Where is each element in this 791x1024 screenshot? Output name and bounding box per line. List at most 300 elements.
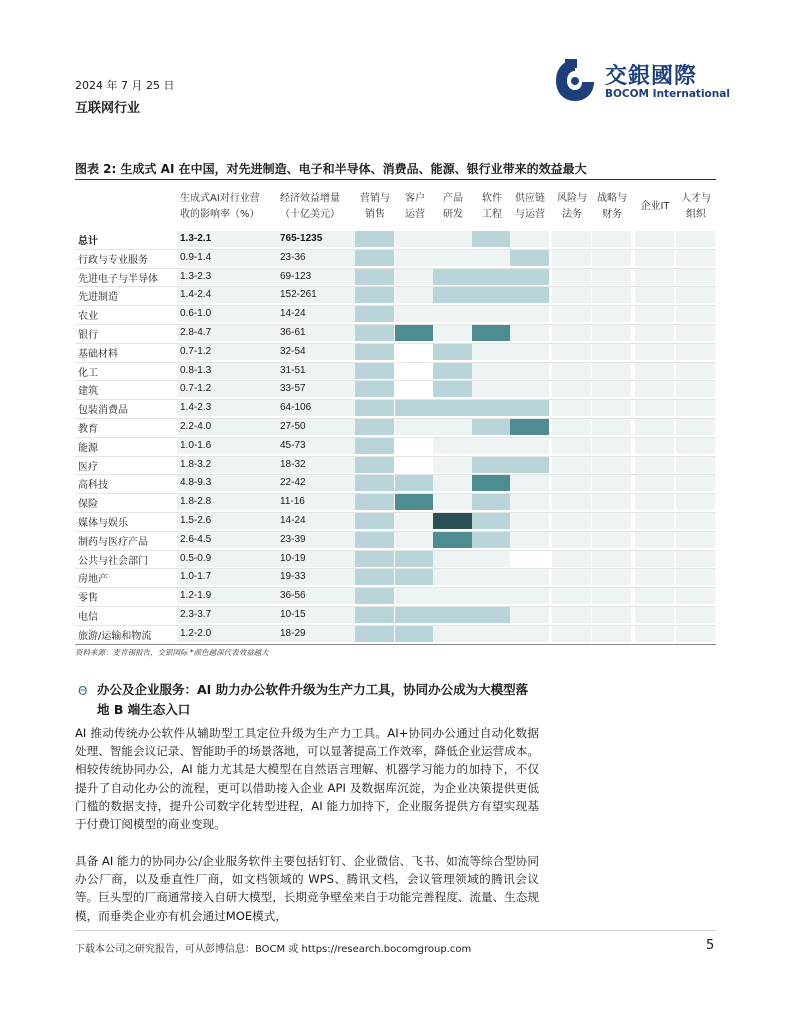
page-number: 5: [706, 938, 715, 953]
heat-cell: [676, 231, 715, 247]
row-label: 媒体与娱乐: [78, 518, 128, 529]
heat-cell: [592, 532, 631, 548]
heat-cell: [472, 457, 511, 473]
heat-cell: [395, 626, 434, 642]
row-label: 高科技: [78, 480, 108, 492]
heat-cell: [592, 551, 631, 567]
column-header: [280, 191, 340, 223]
heat-cell: [552, 250, 591, 266]
column-header-line: 研发: [443, 209, 463, 220]
heat-cell: [592, 306, 631, 322]
heat-cell: [552, 513, 591, 529]
heat-cell: [355, 381, 394, 397]
heat-cell: [510, 400, 549, 416]
heat-cell: [433, 626, 472, 642]
row-label: 农业: [78, 311, 98, 323]
heat-cell: [510, 344, 549, 360]
column-header-line: 生成式AI对行业营: [180, 193, 260, 204]
column-header-line: 软件: [482, 193, 502, 204]
heat-cell: [355, 306, 394, 322]
heat-cell: [676, 287, 715, 303]
row-label: 电信: [78, 612, 98, 623]
heat-cell: [635, 438, 674, 454]
heat-cell: [472, 607, 511, 623]
impact-rate: 2.6-4.5: [180, 533, 212, 545]
column-header: [552, 191, 592, 223]
heat-cell: [355, 607, 394, 623]
heat-cell: [552, 231, 591, 247]
column-header-line: 人才与: [681, 193, 711, 204]
heat-cell: [472, 494, 511, 510]
economic-value: 14-24: [280, 515, 306, 526]
heat-cell: [472, 306, 511, 322]
heat-cell: [433, 325, 472, 341]
table-bottom-rule: [75, 644, 716, 645]
heat-cell: [472, 287, 511, 303]
heat-cell: [552, 607, 591, 623]
heat-cell: [592, 457, 631, 473]
heat-cell: [395, 475, 434, 491]
heat-cell: [510, 457, 549, 473]
heat-cell: [395, 588, 434, 604]
heat-cell: [355, 551, 394, 567]
heat-cell: [395, 457, 434, 473]
heat-cell: [510, 513, 549, 529]
industry-label: 互联网行业: [75, 101, 141, 116]
heat-cell: [433, 250, 472, 266]
row-label: 制药与医疗产品: [78, 536, 148, 548]
impact-rate: 1.4-2.4: [180, 289, 212, 301]
impact-rate: 1.3-2.3: [180, 270, 212, 282]
heat-cell: [676, 532, 715, 548]
column-header-line: 战略与: [597, 193, 627, 204]
economic-value: 19-33: [280, 571, 306, 583]
heat-cell: [552, 569, 591, 585]
heat-cell: [635, 363, 674, 379]
row-label: 行政与专业服务: [78, 254, 148, 266]
heat-cell: [635, 475, 674, 491]
heat-cell: [395, 363, 434, 379]
heat-cell: [676, 551, 715, 567]
row-label: 能源: [78, 442, 98, 454]
impact-rate: 1.3-2.1: [180, 233, 212, 244]
heat-cell: [395, 419, 434, 435]
impact-rate: 1.8-3.2: [180, 458, 212, 470]
column-header-line: 组织: [686, 209, 706, 220]
heat-cell: [552, 344, 591, 360]
economic-value: 36-61: [280, 327, 306, 338]
heat-cell: [552, 551, 591, 567]
heat-cell: [510, 494, 549, 510]
heat-cell: [510, 269, 549, 285]
heat-cell: [592, 626, 631, 642]
heat-cell: [552, 400, 591, 416]
heat-cell: [355, 250, 394, 266]
heat-cell: [472, 588, 511, 604]
heat-cell: [395, 569, 434, 585]
column-header-line: 经济效益增量: [280, 193, 340, 204]
economic-value: 33-57: [280, 383, 306, 395]
row-label: 银行: [78, 330, 98, 341]
heat-cell: [552, 269, 591, 285]
row-label: 先进电子与半导体: [78, 273, 158, 285]
heat-cell: [510, 250, 549, 266]
heat-cell: [433, 457, 472, 473]
heat-cell: [635, 532, 674, 548]
row-label: 建筑: [78, 386, 98, 398]
impact-rate: 1.5-2.6: [180, 515, 212, 526]
impact-rate: 2.2-4.0: [180, 421, 212, 432]
heat-cell: [355, 457, 394, 473]
heat-cell: [433, 569, 472, 585]
column-header-line: 风险与: [557, 193, 587, 204]
heat-cell: [592, 475, 631, 491]
heat-cell: [592, 231, 631, 247]
heat-cell: [676, 325, 715, 341]
heat-cell: [355, 494, 394, 510]
column-header-line: 销售: [365, 209, 385, 220]
heat-cell: [552, 532, 591, 548]
heat-cell: [472, 344, 511, 360]
heat-cell: [355, 363, 394, 379]
heat-cell: [676, 400, 715, 416]
heat-cell: [552, 419, 591, 435]
heat-cell: [592, 419, 631, 435]
heat-cell: [592, 344, 631, 360]
heat-cell: [635, 306, 674, 322]
heat-cell: [472, 400, 511, 416]
row-label: 医疗: [78, 461, 98, 473]
heat-cell: [395, 269, 434, 285]
heat-cell: [635, 400, 674, 416]
heat-cell: [592, 400, 631, 416]
heat-cell: [676, 269, 715, 285]
heat-cell: [510, 551, 549, 567]
heat-cell: [552, 626, 591, 642]
heat-cell: [355, 588, 394, 604]
heat-cell: [552, 325, 591, 341]
heat-cell: [552, 438, 591, 454]
heat-cell: [472, 513, 511, 529]
impact-rate: 1.2-2.0: [180, 627, 212, 639]
economic-value: 69-123: [280, 270, 312, 282]
impact-rate: 1.0-1.6: [180, 439, 212, 451]
heat-cell: [676, 569, 715, 585]
economic-value: 36-56: [280, 590, 306, 602]
heat-cell: [472, 551, 511, 567]
body-paragraph-2: 具备 AI 能力的协同办公/企业服务软件主要包括钉钉、企业微信、飞书、如流等综合型协同办公厂商，以及垂直性厂商，如文档领域的 WPS、腾讯文档，会议管理领域的腾讯会议等。巨头型的厂商通常接入自研大模型，长期竞争壁垒来自于功能完善程度、流量、生态规模，而垂类企业亦有机会通过MOE模式，: [75, 854, 539, 923]
row-label: 房地产: [78, 574, 108, 586]
heat-cell: [395, 381, 434, 397]
heat-cell: [433, 419, 472, 435]
economic-value: 45-73: [280, 439, 306, 451]
heat-cell: [635, 607, 674, 623]
column-header: [180, 191, 260, 223]
heat-cell: [676, 588, 715, 604]
heat-cell: [635, 381, 674, 397]
economic-value: 64-106: [280, 402, 312, 414]
column-header: [635, 199, 675, 215]
heat-cell: [635, 588, 674, 604]
economic-value: 31-51: [280, 364, 306, 376]
heat-cell: [395, 438, 434, 454]
row-label: 旅游/运输和物流: [78, 630, 152, 642]
heat-cell: [510, 438, 549, 454]
heat-cell: [395, 306, 434, 322]
heat-cell: [592, 269, 631, 285]
heat-cell: [472, 419, 511, 435]
heat-cell: [395, 250, 434, 266]
heat-cell: [355, 287, 394, 303]
column-header: [355, 191, 395, 223]
heat-cell: [635, 344, 674, 360]
impact-rate: 0.8-1.3: [180, 364, 212, 376]
row-label: 保险: [78, 499, 98, 511]
heat-cell: [552, 363, 591, 379]
heat-cell: [676, 626, 715, 642]
footer-rule: [75, 930, 716, 931]
heat-cell: [472, 363, 511, 379]
economic-value: 152-261: [280, 289, 317, 301]
impact-rate: 0.5-0.9: [180, 552, 212, 564]
heat-cell: [510, 532, 549, 548]
row-label: 零售: [78, 593, 98, 605]
heat-cell: [635, 626, 674, 642]
logo-english-text: BOCOM International: [605, 88, 730, 100]
heat-cell: [510, 287, 549, 303]
heat-cell: [676, 306, 715, 322]
heat-cell: [433, 438, 472, 454]
heat-cell: [472, 325, 511, 341]
heat-cell: [395, 231, 434, 247]
column-header-line: 工程: [482, 209, 502, 220]
heat-cell: [510, 381, 549, 397]
heat-cell: [592, 588, 631, 604]
economic-value: 23-39: [280, 533, 306, 545]
heat-cell: [510, 607, 549, 623]
heat-cell: [395, 551, 434, 567]
heat-cell: [552, 457, 591, 473]
heat-cell: [395, 607, 434, 623]
economic-value: 32-54: [280, 345, 306, 357]
heat-cell: [355, 400, 394, 416]
heat-cell: [355, 269, 394, 285]
economic-value: 10-15: [280, 609, 306, 620]
heat-cell: [676, 344, 715, 360]
report-date: 2024 年 7 月 25 日: [75, 79, 175, 92]
column-header: [676, 191, 716, 223]
heat-cell: [355, 513, 394, 529]
economic-value: 18-32: [280, 458, 306, 470]
heat-cell: [635, 513, 674, 529]
heat-cell: [676, 250, 715, 266]
heat-cell: [472, 250, 511, 266]
row-label: 教育: [78, 424, 98, 435]
figure-source: 资料来源：麦肯锡报告，交银国际 *颜色越深代表效益越大: [75, 648, 269, 657]
footer-text: 下载本公司之研究报告，可从彭博信息：BOCM 或 https://research.bocomgroup.com: [75, 944, 472, 955]
column-header-line: 财务: [602, 209, 622, 220]
section-bullet-icon: Θ: [78, 684, 88, 698]
row-label: 公共与社会部门: [78, 555, 148, 567]
column-header-line: 法务: [562, 209, 582, 220]
heat-cell: [355, 344, 394, 360]
heat-cell: [355, 475, 394, 491]
heat-cell: [433, 306, 472, 322]
impact-rate: 0.7-1.2: [180, 383, 212, 395]
heat-cell: [676, 513, 715, 529]
heat-cell: [472, 532, 511, 548]
heat-cell: [676, 363, 715, 379]
heat-cell: [676, 494, 715, 510]
row-label: 包装消费品: [78, 405, 128, 417]
heat-cell: [635, 325, 674, 341]
heat-cell: [552, 381, 591, 397]
column-header: [395, 191, 435, 223]
heat-cell: [510, 419, 549, 435]
heat-cell: [395, 532, 434, 548]
column-header: [472, 191, 512, 223]
impact-rate: 1.0-1.7: [180, 571, 212, 583]
heat-cell: [676, 457, 715, 473]
heat-cell: [433, 513, 472, 529]
heat-cell: [355, 231, 394, 247]
heat-cell: [552, 287, 591, 303]
heat-cell: [552, 494, 591, 510]
heat-cell: [676, 607, 715, 623]
heat-cell: [433, 363, 472, 379]
heat-cell: [592, 287, 631, 303]
impact-rate: 0.9-1.4: [180, 251, 212, 263]
column-header-line: 运营: [405, 209, 425, 220]
economic-value: 23-36: [280, 251, 306, 263]
heat-cell: [592, 494, 631, 510]
heat-cell: [510, 588, 549, 604]
column-header: [592, 191, 632, 223]
economic-value: 10-19: [280, 552, 306, 564]
heat-cell: [395, 400, 434, 416]
figure-title: 图表 2: 生成式 AI 在中国，对先进制造、电子和半导体、消费品、能源、银行业带来的效益最大: [75, 162, 587, 176]
heat-cell: [395, 513, 434, 529]
heat-cell: [676, 419, 715, 435]
column-header-line: 企业IT: [640, 201, 670, 212]
economic-value: 18-29: [280, 627, 306, 639]
impact-rate: 1.8-2.8: [180, 496, 212, 508]
row-label: 总计: [78, 236, 98, 247]
heat-cell: [592, 250, 631, 266]
column-header-line: 收的影响率（%）: [180, 209, 260, 220]
heat-cell: [472, 381, 511, 397]
heat-cell: [472, 626, 511, 642]
impact-rate: 2.3-3.7: [180, 609, 212, 620]
heat-cell: [355, 569, 394, 585]
economic-value: 765-1235: [280, 233, 323, 244]
heat-cell: [592, 325, 631, 341]
impact-rate: 2.8-4.7: [180, 327, 212, 338]
row-label: 基础材料: [78, 348, 118, 360]
heat-cell: [472, 231, 511, 247]
heat-cell: [433, 607, 472, 623]
heat-cell: [510, 569, 549, 585]
column-header-line: 营销与: [360, 193, 390, 204]
heat-cell: [433, 532, 472, 548]
heat-cell: [395, 344, 434, 360]
heat-cell: [510, 306, 549, 322]
heat-cell: [510, 363, 549, 379]
heat-cell: [472, 569, 511, 585]
heat-cell: [592, 513, 631, 529]
heat-cell: [552, 306, 591, 322]
heat-cell: [592, 438, 631, 454]
heat-cell: [355, 419, 394, 435]
heat-cell: [433, 381, 472, 397]
heat-cell: [433, 231, 472, 247]
heat-cell: [592, 381, 631, 397]
heat-cell: [433, 551, 472, 567]
heat-cell: [433, 344, 472, 360]
heat-cell: [510, 231, 549, 247]
heat-cell: [355, 532, 394, 548]
impact-rate: 1.4-2.3: [180, 402, 212, 414]
heat-cell: [635, 269, 674, 285]
heat-cell: [395, 325, 434, 341]
column-header: [510, 191, 550, 223]
heat-cell: [510, 325, 549, 341]
body-paragraph-1: AI 推动传统办公软件从辅助型工具定位升级为生产力工具。AI+协同办公通过自动化数据处理、智能会议记录、智能助手的场景落地，可以显著提高工作效率，降低企业运营成本。相较传统协同办公，AI 能力尤其是大模型在自然语言理解、机器学习能力的加持下，不仅提升了自动化办公的流程，更可以借助接入企业 API 及数据库沉淀，为企业决策提供更低门槛的数据支持，提升公司数字化转型进程，AI 能力加持下，企业服务提供方有望实现基于付费订阅模型的商业变现。: [75, 726, 539, 832]
heat-cell: [355, 325, 394, 341]
heat-cell: [635, 551, 674, 567]
heat-cell: [592, 607, 631, 623]
impact-rate: 0.6-1.0: [180, 308, 212, 320]
column-header-line: 产品: [443, 193, 463, 204]
column-header: [433, 191, 473, 223]
heat-cell: [433, 269, 472, 285]
heat-cell: [592, 363, 631, 379]
heat-cell: [635, 419, 674, 435]
heat-cell: [433, 287, 472, 303]
heat-cell: [433, 588, 472, 604]
heat-cell: [552, 588, 591, 604]
heat-cell: [355, 438, 394, 454]
heat-cell: [635, 231, 674, 247]
logo-chinese-text: 交銀國際: [605, 64, 698, 89]
heat-cell: [676, 475, 715, 491]
economic-value: 27-50: [280, 421, 306, 432]
economic-value: 14-24: [280, 308, 306, 320]
heat-cell: [635, 457, 674, 473]
heat-cell: [433, 475, 472, 491]
row-label: 先进制造: [78, 292, 118, 304]
heat-cell: [635, 250, 674, 266]
impact-rate: 0.7-1.2: [180, 345, 212, 357]
heat-cell: [676, 381, 715, 397]
row-label: 化工: [78, 367, 98, 379]
heat-cell: [552, 475, 591, 491]
heat-cell: [395, 494, 434, 510]
heat-cell: [472, 475, 511, 491]
heat-cell: [592, 569, 631, 585]
column-header-line: （十亿美元）: [280, 209, 340, 220]
heat-cell: [510, 626, 549, 642]
economic-value: 22-42: [280, 477, 306, 489]
impact-rate: 4.8-9.3: [180, 477, 212, 489]
column-header-line: 供应链: [515, 193, 545, 204]
heat-cell: [472, 438, 511, 454]
section-title: 办公及企业服务：AI 助力办公软件升级为生产力工具，协同办公成为大模型落地 B 端生态入口: [97, 682, 529, 717]
heat-cell: [676, 438, 715, 454]
heat-cell: [635, 569, 674, 585]
column-header-line: 与运营: [515, 209, 545, 220]
heat-cell: [395, 287, 434, 303]
